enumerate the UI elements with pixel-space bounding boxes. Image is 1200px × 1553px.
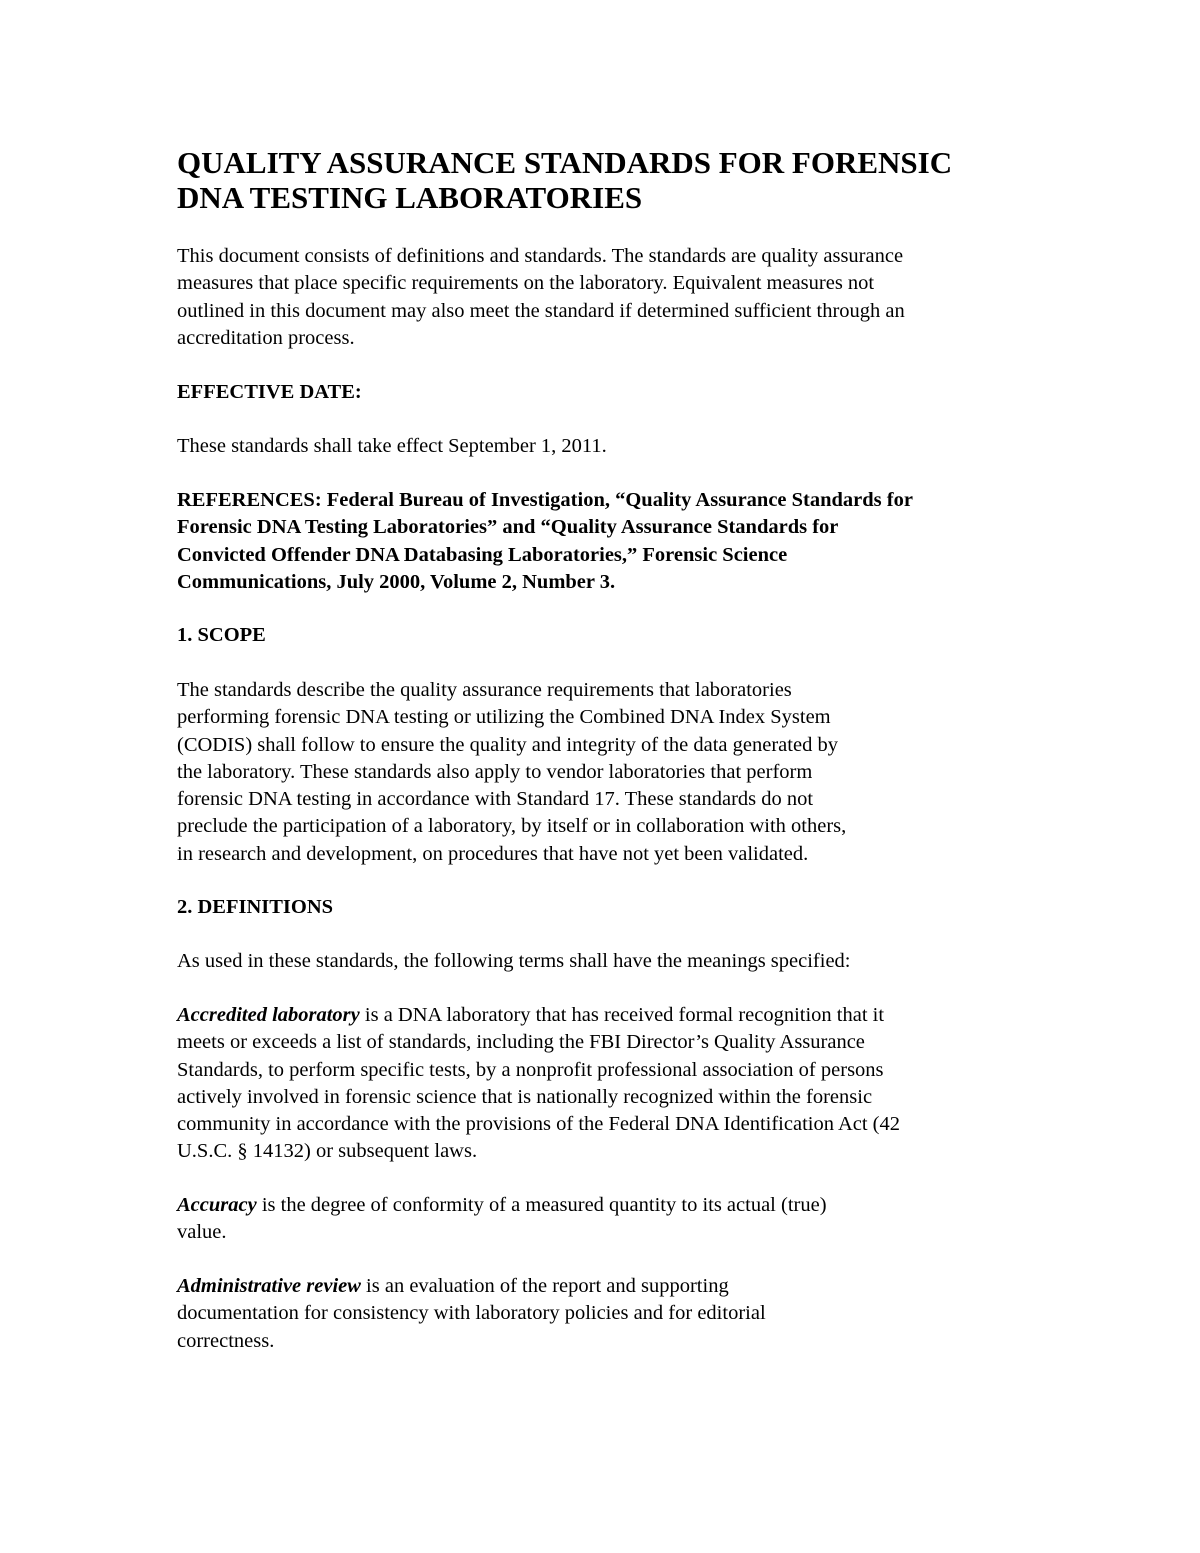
scope-line: preclude the participation of a laboratory, by itself or in collaboration with others,	[177, 815, 847, 838]
definition-term: Administrative review	[177, 1275, 361, 1297]
definition-term: Accuracy	[177, 1194, 257, 1216]
definition-line: value.	[177, 1221, 227, 1244]
title-line: DNA TESTING LABORATORIES	[177, 180, 643, 215]
intro-paragraph	[177, 243, 1027, 352]
references-line: REFERENCES: Federal Bureau of Investigation, “Quality Assurance Standards for	[177, 489, 913, 511]
definition-line: actively involved in forensic science that is nationally recognized within the forensic	[177, 1085, 873, 1108]
definitions-intro: As used in these standards, the following terms shall have the meanings specified:	[177, 950, 851, 972]
intro-line: accreditation process.	[177, 326, 355, 349]
definition-accredited-laboratory	[177, 1002, 1007, 1166]
definition-first-line	[177, 1002, 1007, 1029]
definition-first-line	[177, 1273, 877, 1300]
scope-line: the laboratory. These standards also apply to vendor laboratories that perform	[177, 760, 813, 783]
references-line: Communications, July 2000, Volume 2, Number 3.	[177, 570, 616, 593]
definition-line: U.S.C. § 14132) or subsequent laws.	[177, 1140, 478, 1163]
effective-date-text: These standards shall take effect September 1, 2011.	[177, 435, 607, 457]
scope-line: (CODIS) shall follow to ensure the quality and integrity of the data generated by	[177, 733, 838, 756]
intro-line: measures that place specific requirements on the laboratory. Equivalent measures not	[177, 272, 875, 295]
intro-line: outlined in this document may also meet the standard if determined sufficient through an	[177, 299, 905, 322]
scope-line: in research and development, on procedures that have not yet been validated.	[177, 842, 809, 865]
scope-line: forensic DNA testing in accordance with Standard 17. These standards do not	[177, 788, 814, 811]
definition-line: documentation for consistency with laboratory policies and for editorial	[177, 1302, 766, 1325]
definition-text: is an evaluation of the report and supporting	[360, 1275, 729, 1297]
references-line: Convicted Offender DNA Databasing Laboratories,” Forensic Science	[177, 543, 788, 566]
scope-heading: 1. SCOPE	[177, 624, 266, 646]
effective-date-heading: EFFECTIVE DATE:	[177, 381, 362, 403]
definition-administrative-review	[177, 1273, 877, 1355]
definition-line: Standards, to perform specific tests, by a nonprofit professional association of persons	[177, 1058, 884, 1081]
scope-line: The standards describe the quality assurance requirements that laboratories	[177, 679, 792, 701]
definition-line: community in accordance with the provisions of the Federal DNA Identification Act (42	[177, 1113, 901, 1136]
definition-text: is the degree of conformity of a measured quantity to its actual (true)	[256, 1194, 827, 1216]
definition-text: is a DNA laboratory that has received formal recognition that it	[359, 1004, 885, 1026]
definition-line: correctness.	[177, 1329, 275, 1352]
scope-line: performing forensic DNA testing or utilizing the Combined DNA Index System	[177, 706, 831, 729]
references-paragraph	[177, 487, 1037, 596]
document-title	[177, 145, 1037, 215]
definitions-heading: 2. DEFINITIONS	[177, 896, 334, 918]
definition-term: Accredited laboratory	[177, 1004, 360, 1026]
definition-first-line	[177, 1192, 937, 1219]
intro-line: This document consists of definitions and standards. The standards are quality assurance	[177, 245, 904, 267]
title-line: QUALITY ASSURANCE STANDARDS FOR FORENSIC	[177, 145, 953, 180]
scope-paragraph	[177, 677, 967, 868]
references-line: Forensic DNA Testing Laboratories” and “Quality Assurance Standards for	[177, 516, 839, 539]
definition-accuracy	[177, 1192, 937, 1247]
definition-line: meets or exceeds a list of standards, including the FBI Director’s Quality Assurance	[177, 1031, 865, 1054]
